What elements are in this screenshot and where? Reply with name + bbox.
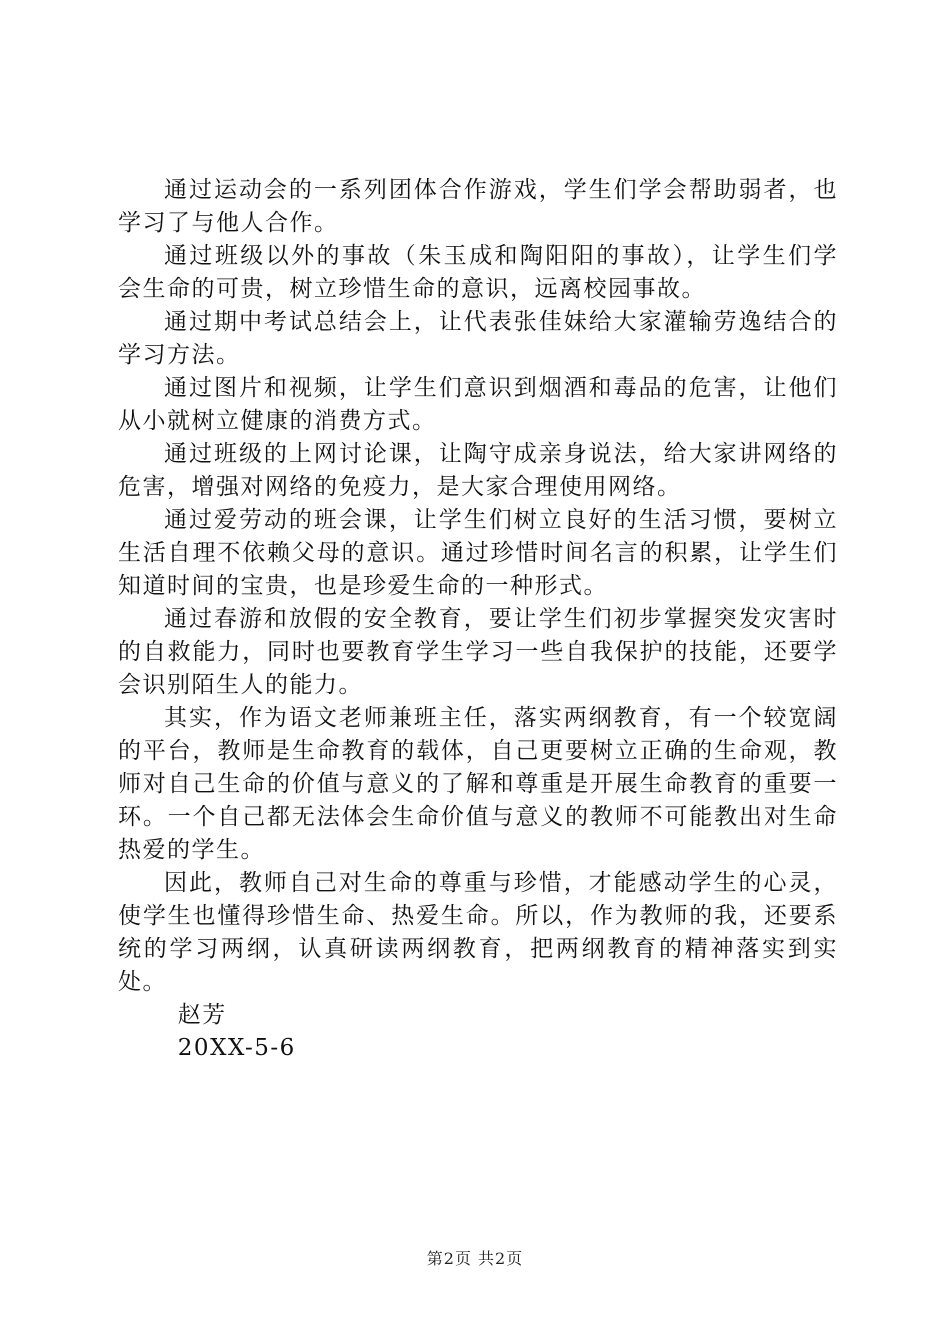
paragraph-teacher-role: 其实，作为语文老师兼班主任，落实两纲教育，有一个较宽阔的平台，教师是生命教育的载体，自己更要树立正确的生命观，教师对自己生命的价值与意义的了解和尊重是开展生命教育的重要一环。一个自己都无法体会生命价值与意义的教师不可能教出对生命热爱的学生。 (118, 705, 838, 863)
paragraph-conclusion: 因此，教师自己对生命的尊重与珍惜，才能感动学生的心灵，使学生也懂得珍惜生命、热爱生命。所以，作为教师的我，还要系统的学习两纲，认真研读两纲教育，把两纲教育的精神落实到实处。 (118, 870, 838, 995)
document-body (118, 174, 838, 1065)
author-name: 赵芳 (177, 1002, 227, 1028)
paragraph-labor-lesson: 通过爱劳动的班会课，让学生们树立良好的生活习惯，要树立生活自理不依赖父母的意识。通过珍惜时间名言的积累，让学生们知道时间的宝贵，也是珍爱生命的一种形式。 (118, 507, 838, 599)
paragraph-sports-meeting: 通过运动会的一系列团体合作游戏，学生们学会帮助弱者，也学习了与他人合作。 (118, 177, 838, 236)
document-date: 20XX-5-6 (177, 1035, 296, 1061)
paragraph-drug-awareness: 通过图片和视频，让学生们意识到烟酒和毒品的危害，让他们从小就树立健康的消费方式。 (118, 375, 838, 434)
paragraph-internet-lesson: 通过班级的上网讨论课，让陶守成亲身说法，给大家讲网络的危害，增强对网络的免疫力，是大家合理使用网络。 (118, 441, 838, 500)
paragraph-accident-education: 通过班级以外的事故（朱玉成和陶阳阳的事故），让学生们学会生命的可贵，树立珍惜生命的意识，远离校园事故。 (118, 243, 838, 302)
paragraph-safety-education: 通过春游和放假的安全教育，要让学生们初步掌握突发灾害时的自救能力，同时也要教育学生学习一些自我保护的技能，还要学会识别陌生人的能力。 (118, 606, 838, 698)
page-footer: 第2页 共2页 (426, 1249, 524, 1268)
paragraph-midterm-summary: 通过期中考试总结会上，让代表张佳妹给大家灌输劳逸结合的学习方法。 (118, 309, 838, 368)
